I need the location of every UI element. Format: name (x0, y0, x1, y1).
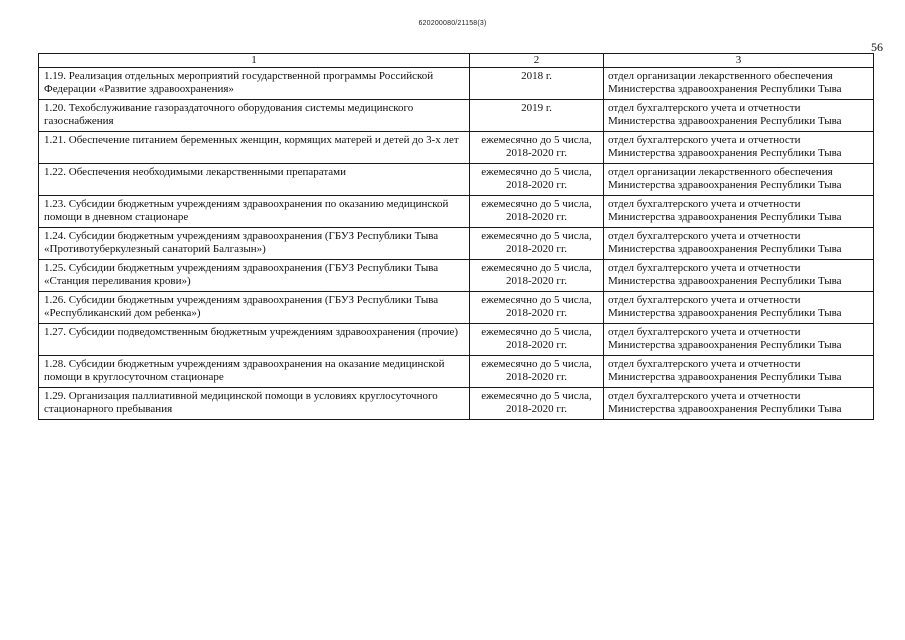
table-row (39, 132, 874, 164)
table-row (39, 260, 874, 292)
item-cell: 1.27. Субсидии подведомственным бюджетным учреждениям здравоохранения (прочие) (39, 324, 470, 356)
item-cell: 1.23. Субсидии бюджетным учреждениям здравоохранения по оказанию медицинской помощи в дневном стационаре (39, 196, 470, 228)
table-row (39, 292, 874, 324)
page-number: 56 (871, 40, 883, 54)
column-header-1: 1 (39, 54, 470, 68)
period-cell: ежемесячно до 5 числа, 2018-2020 гг. (470, 132, 604, 164)
period-cell: ежемесячно до 5 числа, 2018-2020 гг. (470, 164, 604, 196)
period-cell: ежемесячно до 5 числа, 2018-2020 гг. (470, 196, 604, 228)
table-row (39, 100, 874, 132)
item-cell: 1.29. Организация паллиативной медицинской помощи в условиях круглосуточного стационарного пребывания (39, 388, 470, 420)
period-cell: ежемесячно до 5 числа, 2018-2020 гг. (470, 228, 604, 260)
responsible-cell: отдел бухгалтерского учета и отчетности Министерства здравоохранения Республики Тыва (604, 356, 874, 388)
item-cell: 1.26. Субсидии бюджетным учреждениям здравоохранения (ГБУЗ Республики Тыва «Республиканский дом ребенка») (39, 292, 470, 324)
item-cell: 1.24. Субсидии бюджетным учреждениям здравоохранения (ГБУЗ Республики Тыва «Противотуберкулезный санаторий Балгазын») (39, 228, 470, 260)
table-row (39, 164, 874, 196)
item-cell: 1.25. Субсидии бюджетным учреждениям здравоохранения (ГБУЗ Республики Тыва «Станция переливания крови») (39, 260, 470, 292)
item-cell: 1.19. Реализация отдельных мероприятий государственной программы Российской Федерации «Развитие здравоохранения» (39, 68, 470, 100)
table-row (39, 228, 874, 260)
column-header-2: 2 (470, 54, 604, 68)
table-row (39, 356, 874, 388)
table-header-row (39, 54, 874, 68)
item-cell: 1.21. Обеспечение питанием беременных женщин, кормящих матерей и детей до 3-х лет (39, 132, 470, 164)
responsible-cell: отдел бухгалтерского учета и отчетности Министерства здравоохранения Республики Тыва (604, 196, 874, 228)
table-row (39, 196, 874, 228)
responsible-cell: отдел бухгалтерского учета и отчетности Министерства здравоохранения Республики Тыва (604, 260, 874, 292)
table-row (39, 68, 874, 100)
responsible-cell: отдел организации лекарственного обеспечения Министерства здравоохранения Республики Тыва (604, 68, 874, 100)
responsible-cell: отдел бухгалтерского учета и отчетности Министерства здравоохранения Республики Тыва (604, 228, 874, 260)
period-cell: ежемесячно до 5 числа, 2018-2020 гг. (470, 356, 604, 388)
period-cell: ежемесячно до 5 числа, 2018-2020 гг. (470, 292, 604, 324)
responsible-cell: отдел бухгалтерского учета и отчетности Министерства здравоохранения Республики Тыва (604, 292, 874, 324)
table-row (39, 324, 874, 356)
period-cell: ежемесячно до 5 числа, 2018-2020 гг. (470, 260, 604, 292)
responsible-cell: отдел бухгалтерского учета и отчетности Министерства здравоохранения Республики Тыва (604, 100, 874, 132)
item-cell: 1.22. Обеспечения необходимыми лекарственными препаратами (39, 164, 470, 196)
responsible-cell: отдел организации лекарственного обеспечения Министерства здравоохранения Республики Тыва (604, 164, 874, 196)
responsible-cell: отдел бухгалтерского учета и отчетности Министерства здравоохранения Республики Тыва (604, 324, 874, 356)
period-cell: 2018 г. (470, 68, 604, 100)
period-cell: 2019 г. (470, 100, 604, 132)
item-cell: 1.20. Техобслуживание газораздаточного оборудования системы медицинского газоснабжения (39, 100, 470, 132)
responsible-cell: отдел бухгалтерского учета и отчетности Министерства здравоохранения Республики Тыва (604, 132, 874, 164)
plan-table (38, 53, 874, 420)
period-cell: ежемесячно до 5 числа, 2018-2020 гг. (470, 388, 604, 420)
column-header-3: 3 (604, 54, 874, 68)
document-code: 620200080/21158(3) (418, 20, 487, 27)
table-body (39, 54, 874, 420)
responsible-cell: отдел бухгалтерского учета и отчетности Министерства здравоохранения Республики Тыва (604, 388, 874, 420)
table-row (39, 388, 874, 420)
item-cell: 1.28. Субсидии бюджетным учреждениям здравоохранения на оказание медицинской помощи в круглосуточном стационаре (39, 356, 470, 388)
period-cell: ежемесячно до 5 числа, 2018-2020 гг. (470, 324, 604, 356)
